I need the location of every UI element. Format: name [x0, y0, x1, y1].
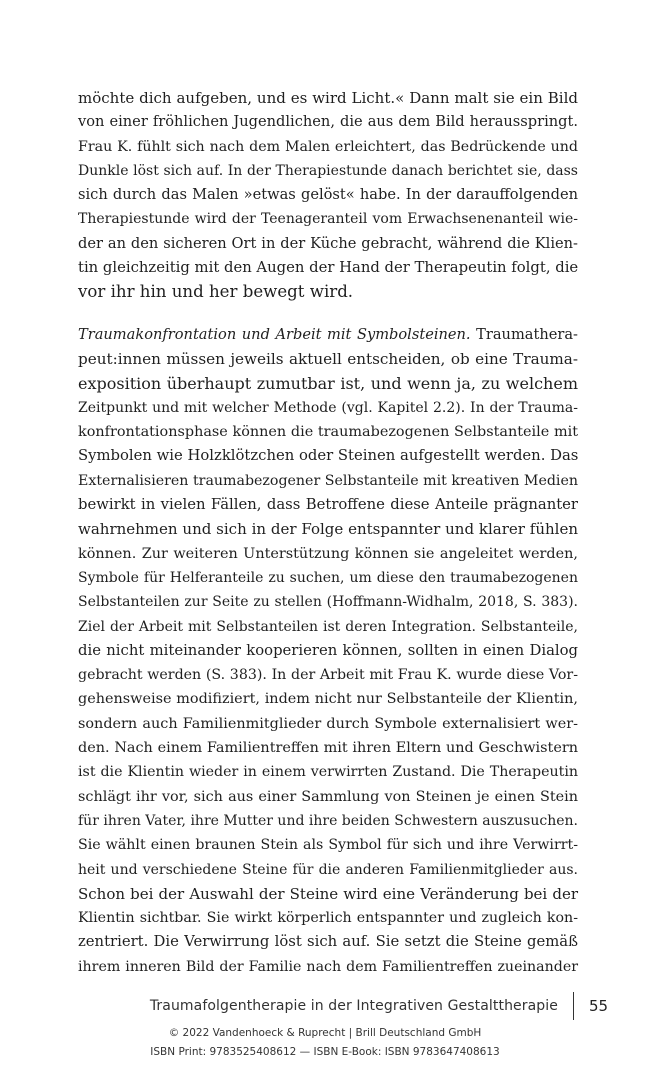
paragraph-line: die nicht miteinander kooperieren können, sollten in einen Dialog [78, 641, 578, 659]
paragraph-line: möchte dich aufgeben, und es wird Licht.« Dann malt sie ein Bild [78, 89, 578, 107]
paragraph-line: Frau K. fühlt sich nach dem Malen erleichtert, das Bedrückende und [78, 138, 578, 155]
copyright-notice: © 2022 Vandenhoeck & Ruprecht | Brill Deutschland GmbH [168, 1027, 482, 1039]
paragraph-line: peut:innen müssen jeweils aktuell entscheiden, ob eine Trauma- [78, 350, 578, 369]
paragraph-line: sondern auch Familienmitglieder durch Symbole externalisiert wer- [78, 715, 578, 732]
paragraph-line: bewirkt in vielen Fällen, dass Betroffene diese Anteile prägnanter [78, 496, 578, 514]
paragraph-line: heit und verschiedene Steine für die anderen Familienmitglieder aus. [78, 861, 578, 878]
paragraph-line: Symbole für Helferanteile zu suchen, um diese den traumabezogenen [78, 569, 578, 586]
paragraph-line: konfrontationsphase können die traumabezogenen Selbstanteile mit [78, 424, 578, 441]
paragraph-line: Schon bei der Auswahl der Steine wird eine Veränderung bei der [78, 884, 578, 903]
paragraph-2 [78, 323, 578, 979]
paragraph-line: von einer fröhlichen Jugendlichen, die aus dem Bild herausspringt. [78, 113, 578, 131]
paragraph-line [78, 323, 578, 347]
paragraph-line: Symbolen wie Holzklötzchen oder Steinen aufgestellt werden. Das [78, 447, 579, 465]
isbn-line: ISBN Print: 9783525408612 — ISBN E-Book: ISBN 9783647408613 [150, 1046, 500, 1058]
paragraph-line: schlägt ihr vor, sich aus einer Sammlung von Steinen je einen Stein [78, 788, 578, 805]
paragraph-line: Zeitpunkt und mit welcher Methode (vgl. Kapitel 2.2). In der Trauma- [78, 399, 578, 416]
paragraph-line: exposition überhaupt zumutbar ist, und wenn ja, zu welchem [78, 373, 578, 393]
section-run-in-heading: Traumakonfrontation und Arbeit mit Symbolsteinen. [78, 326, 471, 343]
paragraph-line: für ihren Vater, ihre Mutter und ihre beiden Schwestern auszusuchen. [78, 812, 578, 829]
paragraph-line: ihrem inneren Bild der Familie nach dem Familientreffen zueinander [78, 958, 578, 975]
paragraph-line: gehensweise modifiziert, indem nicht nur Selbstanteile der Klientin, [78, 691, 578, 708]
running-title: Traumafolgentherapie in der Integrativen Gestalttherapie [149, 998, 558, 1014]
paragraph-line: ist die Klientin wieder in einem verwirrten Zustand. Die Therapeutin [78, 764, 578, 781]
paragraph-line: können. Zur weiteren Unterstützung können sie angeleitet werden, [78, 545, 578, 562]
paragraph-line: Therapiestunde wird der Teenageranteil vom Erwachsenenanteil wie- [78, 211, 578, 228]
paragraph-line: sich durch das Malen »etwas gelöst« habe. In der darauffolgenden [78, 186, 578, 204]
run-in-text: Traumathera- [470, 326, 578, 343]
paragraph-line: Klientin sichtbar. Sie wirkt körperlich entspannter und zugleich kon- [78, 910, 578, 927]
paragraph-1 [78, 86, 578, 305]
paragraph-line: Dunkle löst sich auf. In der Therapiestunde danach berichtet sie, dass [78, 162, 578, 179]
paragraph-line: Sie wählt einen braunen Stein als Symbol für sich und ihre Verwirrt- [78, 837, 578, 854]
paragraph-line: vor ihr hin und her bewegt wird. [78, 282, 354, 302]
paragraph-line: Externalisieren traumabezogener Selbstanteile mit kreativen Medien [78, 472, 578, 489]
paragraph-line: Ziel der Arbeit mit Selbstanteilen ist deren Integration. Selbstanteile, [78, 618, 578, 635]
paragraph-line: wahrnehmen und sich in der Folge entspannter und klarer fühlen [78, 520, 578, 539]
page-number: 55 [589, 997, 609, 1015]
paragraph-line: der an den sicheren Ort in der Küche gebracht, während die Klien- [78, 234, 578, 252]
paragraph-line: gebracht werden (S. 383). In der Arbeit mit Frau K. wurde diese Vor- [78, 667, 578, 684]
footer-divider [573, 992, 574, 1020]
paragraph-line: tin gleichzeitig mit den Augen der Hand der Therapeutin folgt, die [78, 259, 579, 277]
paragraph-line: Selbstanteilen zur Seite zu stellen (Hoffmann-Widhalm, 2018, S. 383). [78, 594, 578, 611]
paragraph-line: den. Nach einem Familientreffen mit ihren Eltern und Geschwistern [78, 740, 578, 757]
paragraph-line: zentriert. Die Verwirrung löst sich auf. Sie setzt die Steine gemäß [78, 933, 578, 951]
